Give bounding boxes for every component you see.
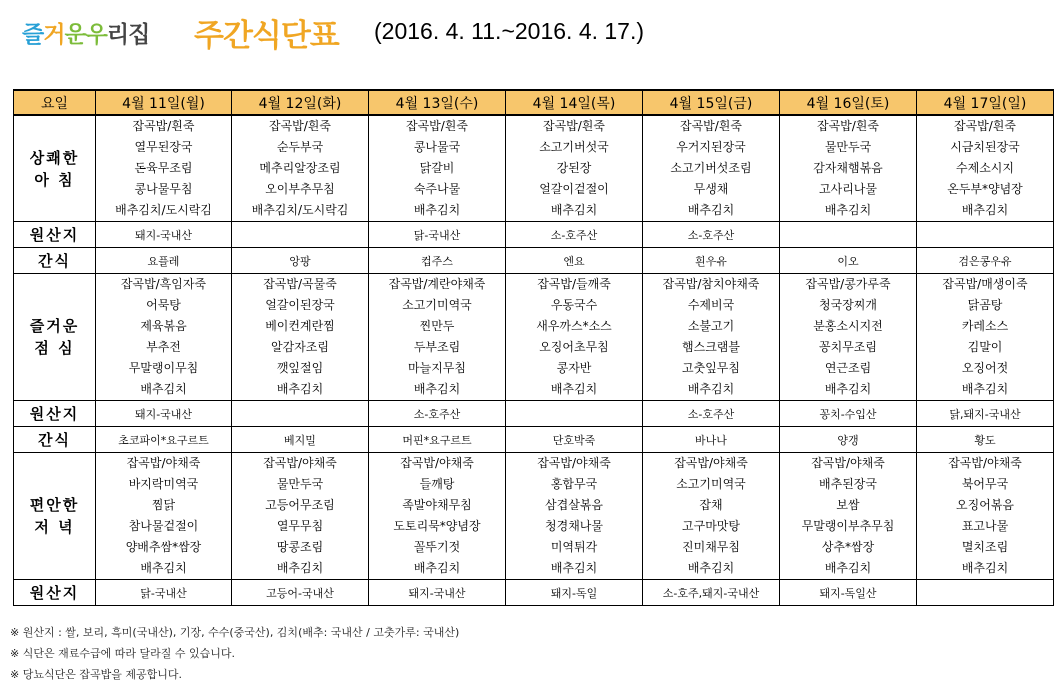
weekly-menu-table <box>13 89 1054 606</box>
dinner-menu-cell <box>917 453 1054 580</box>
snack-label: 간식 <box>14 248 96 274</box>
menu-item: 제육볶음 <box>140 319 187 333</box>
menu-item: 배추김치/도시락김 <box>251 203 349 217</box>
dinner-label-line1: 편안한 <box>29 496 80 514</box>
menu-item: 콩자반 <box>556 361 592 375</box>
menu-item: 수제소시지 <box>956 161 1014 175</box>
snack-row <box>14 427 1054 453</box>
menu-item: 열무무침 <box>276 519 324 533</box>
menu-item: 잡곡밥/흰죽 <box>816 119 879 133</box>
origin-cell: 소-호주산 <box>643 222 780 248</box>
menu-item: 오징어젓 <box>961 361 1009 375</box>
menu-item: 두부조림 <box>413 340 461 354</box>
day-header: 4월 11일(월) <box>96 90 232 115</box>
menu-item: 잡곡밥/매생이죽 <box>942 277 1028 291</box>
breakfast-menu-cell <box>506 115 643 222</box>
menu-item: 배추김치/도시락김 <box>115 203 212 217</box>
origin-cell: 고등어-국내산 <box>232 580 369 606</box>
lunch-menu-cell <box>96 274 232 401</box>
menu-item: 땅콩조림 <box>276 540 324 554</box>
brand-letter: 우 <box>85 22 107 48</box>
menu-item: 분홍소시지전 <box>813 319 883 333</box>
menu-item: 카레소스 <box>961 319 1009 333</box>
menu-item: 숙주나물 <box>413 182 461 196</box>
menu-item: 배추김치 <box>824 203 872 217</box>
origin-cell <box>232 222 369 248</box>
menu-item: 소불고기 <box>687 319 735 333</box>
menu-item: 멸치조림 <box>961 540 1009 554</box>
menu-item: 잡곡밥/야채죽 <box>537 456 611 470</box>
menu-item: 잡곡밥/흰죽 <box>953 119 1016 133</box>
lunch-label-line1: 즐거운 <box>29 317 80 335</box>
origin-cell: 소-호주산 <box>643 401 780 427</box>
dinner-label-line2: 저 녁 <box>34 518 75 536</box>
menu-item: 배추김치 <box>413 203 461 217</box>
menu-item: 배추김치 <box>824 561 872 575</box>
menu-item: 꽁치무조림 <box>819 340 877 354</box>
snack-cell: 황도 <box>917 427 1054 453</box>
menu-item: 오징어볶음 <box>956 498 1014 512</box>
menu-item: 깻잎절임 <box>276 361 324 375</box>
snack-cell: 베지밀 <box>232 427 369 453</box>
origin-cell: 소-호주,돼지-국내산 <box>643 580 780 606</box>
menu-item: 배추된장국 <box>819 477 877 491</box>
origin-cell: 닭-국내산 <box>96 580 232 606</box>
footnote-supply: ※ 식단은 재료수급에 따라 달라질 수 있습니다. <box>10 647 235 660</box>
menu-item: 시금치된장국 <box>950 140 1020 154</box>
snack-cell: 바나나 <box>643 427 780 453</box>
menu-item: 청경채나물 <box>545 519 603 533</box>
menu-item: 배추김치 <box>687 382 735 396</box>
menu-item: 잡곡밥/흰죽 <box>268 119 331 133</box>
menu-item: 잡곡밥/들깨죽 <box>537 277 611 291</box>
dinner-menu-cell <box>643 453 780 580</box>
menu-period: (2016. 4. 11.~2016. 4. 17.) <box>374 18 645 44</box>
origin-cell: 돼지-독일 <box>506 580 643 606</box>
menu-item: 잡곡밥/계란야채죽 <box>388 277 486 291</box>
footnotes <box>10 622 459 685</box>
menu-item: 배추김치 <box>276 561 324 575</box>
dinner-label <box>14 453 96 580</box>
menu-item: 잡곡밥/흰죽 <box>132 119 195 133</box>
origin-label: 원산지 <box>14 580 96 606</box>
menu-item: 잡곡밥/콩가루죽 <box>805 277 891 291</box>
menu-item: 베이컨계란찜 <box>265 319 335 333</box>
menu-item: 찐만두 <box>419 319 455 333</box>
origin-label: 원산지 <box>14 222 96 248</box>
snack-cell: 앙팡 <box>232 248 369 274</box>
page-header <box>22 8 1042 54</box>
menu-item: 배추김치 <box>961 382 1009 396</box>
menu-item: 온두부*양념장 <box>947 182 1023 196</box>
snack-cell: 양갱 <box>780 427 917 453</box>
origin-cell <box>780 222 917 248</box>
menu-item: 무말랭이무침 <box>128 361 199 375</box>
menu-item: 배추김치 <box>140 382 187 396</box>
dinner-row <box>14 453 1054 580</box>
menu-item: 잡곡밥/야채죽 <box>674 456 748 470</box>
menu-item: 배추김치 <box>550 203 598 217</box>
menu-item: 어묵탕 <box>146 298 181 312</box>
snack-cell: 이오 <box>780 248 917 274</box>
menu-item: 배추김치 <box>550 561 598 575</box>
menu-item: 북어무국 <box>961 477 1009 491</box>
dinner-menu-cell <box>232 453 369 580</box>
menu-item: 닭갈비 <box>419 161 455 175</box>
snack-cell: 초코파이*요구르트 <box>96 427 232 453</box>
dinner-menu-cell <box>506 453 643 580</box>
menu-item: 잡곡밥/야채죽 <box>263 456 337 470</box>
origin-cell <box>506 401 643 427</box>
menu-item: 연근조림 <box>824 361 872 375</box>
menu-item: 고등어무조림 <box>265 498 335 512</box>
origin-cell: 돼지-독일산 <box>780 580 917 606</box>
breakfast-menu-cell <box>643 115 780 222</box>
snack-cell: 검은콩우유 <box>917 248 1054 274</box>
brand-letter: 즐 <box>22 22 44 48</box>
menu-item: 잡곡밥/야채죽 <box>400 456 474 470</box>
origin-cell <box>232 401 369 427</box>
menu-item: 콩나물무침 <box>134 182 193 196</box>
snack-cell: 엔요 <box>506 248 643 274</box>
day-header: 4월 12일(화) <box>232 90 369 115</box>
menu-item: 잡곡밥/흑임자죽 <box>120 277 207 291</box>
menu-item: 찜닭 <box>151 498 176 512</box>
snack-row <box>14 248 1054 274</box>
breakfast-row <box>14 115 1054 222</box>
menu-item: 순두부국 <box>276 140 324 154</box>
breakfast-label-line1: 상쾌한 <box>29 148 80 167</box>
menu-item: 잡곡밥/흰죽 <box>542 119 605 133</box>
menu-item: 배추김치 <box>824 382 872 396</box>
origin-cell: 소-호주산 <box>369 401 506 427</box>
menu-item: 돈육무조림 <box>134 161 193 175</box>
lunch-menu-cell <box>232 274 369 401</box>
menu-item: 오징어초무침 <box>539 340 609 354</box>
dinner-menu-cell <box>96 453 232 580</box>
menu-item: 소고기미역국 <box>676 477 746 491</box>
day-header: 4월 15일(금) <box>643 90 780 115</box>
menu-item: 잡곡밥/흰죽 <box>679 119 742 133</box>
menu-item: 배추김치 <box>687 561 735 575</box>
brand-logo <box>22 16 149 49</box>
menu-item: 청국장찌개 <box>819 298 877 312</box>
menu-item: 우동국수 <box>550 298 598 312</box>
menu-item: 콩나물국 <box>413 140 461 154</box>
brand-letter: 거 <box>43 22 65 48</box>
menu-item: 마늘지무침 <box>408 361 466 375</box>
origin-row <box>14 580 1054 606</box>
menu-item: 수제비국 <box>687 298 735 312</box>
brand-letter: 집 <box>128 22 150 48</box>
menu-item: 족발야채무침 <box>402 498 472 512</box>
breakfast-menu-cell <box>917 115 1054 222</box>
menu-item: 물만두국 <box>276 477 324 491</box>
origin-cell <box>917 222 1054 248</box>
lunch-menu-cell <box>506 274 643 401</box>
menu-item: 소고기미역국 <box>402 298 472 312</box>
day-header: 4월 14일(목) <box>506 90 643 115</box>
menu-item: 알감자조림 <box>271 340 329 354</box>
menu-item: 새우까스*소스 <box>536 319 612 333</box>
header-row <box>14 90 1054 115</box>
menu-item: 배추김치 <box>550 382 598 396</box>
menu-item: 배추김치 <box>961 203 1009 217</box>
footnote-diabetic: ※ 당뇨식단은 잡곡밥을 제공합니다. <box>10 668 182 681</box>
menu-item: 물만두국 <box>824 140 872 154</box>
origin-cell: 소-호주산 <box>506 222 643 248</box>
origin-cell: 돼지-국내산 <box>369 580 506 606</box>
menu-item: 감자채햄볶음 <box>813 161 883 175</box>
menu-item: 잡곡밥/야채죽 <box>948 456 1022 470</box>
menu-item: 소고기버섯국 <box>539 140 609 154</box>
menu-item: 잡곡밥/참치야채죽 <box>662 277 760 291</box>
menu-item: 햄스크램블 <box>682 340 740 354</box>
origin-cell: 돼지-국내산 <box>96 222 232 248</box>
origin-cell: 꽁치-수입산 <box>780 401 917 427</box>
origin-cell: 닭-국내산 <box>369 222 506 248</box>
brand-letter: 운 <box>64 22 86 48</box>
menu-item: 메추리알장조림 <box>259 161 341 175</box>
snack-label: 간식 <box>14 427 96 453</box>
menu-item: 보쌈 <box>836 498 860 512</box>
menu-item: 잡채 <box>699 498 723 512</box>
lunch-menu-cell <box>369 274 506 401</box>
lunch-menu-cell <box>780 274 917 401</box>
menu-item: 얼갈이겉절이 <box>539 182 609 196</box>
footnote-origin: ※ 원산지 : 쌀, 보리, 흑미(국내산), 기장, 수수(중국산), 김치(배추: 국내산 / 고춧가루: 국내산) <box>10 626 460 639</box>
menu-item: 배추김치 <box>413 382 461 396</box>
menu-item: 배추김치 <box>687 203 735 217</box>
breakfast-menu-cell <box>369 115 506 222</box>
snack-cell: 머핀*요구르트 <box>369 427 506 453</box>
day-header: 4월 17일(일) <box>917 90 1054 115</box>
day-header: 4월 16일(토) <box>780 90 917 115</box>
menu-item: 부추전 <box>146 340 181 354</box>
lunch-label <box>14 274 96 401</box>
brand-letter: 리 <box>106 22 129 48</box>
menu-item: 잡곡밥/야채죽 <box>811 456 885 470</box>
menu-item: 도토리묵*양념장 <box>393 519 481 533</box>
menu-item: 배추김치 <box>413 561 461 575</box>
menu-item: 우거지된장국 <box>676 140 746 154</box>
origin-cell: 돼지-국내산 <box>96 401 232 427</box>
snack-cell: 흰우유 <box>643 248 780 274</box>
dinner-menu-cell <box>780 453 917 580</box>
menu-item: 상추*쌈장 <box>821 540 875 554</box>
day-header: 4월 13일(수) <box>369 90 506 115</box>
page-title: 주간식단표 <box>194 18 339 54</box>
lunch-menu-cell <box>643 274 780 401</box>
menu-item: 삼겹살볶음 <box>545 498 603 512</box>
origin-row <box>14 222 1054 248</box>
menu-item: 표고나물 <box>961 519 1009 533</box>
menu-item: 배추김치 <box>140 561 187 575</box>
menu-item: 들깨탕 <box>419 477 455 491</box>
menu-item: 잡곡밥/흰죽 <box>405 119 468 133</box>
dinner-menu-cell <box>369 453 506 580</box>
menu-item: 닭곰탕 <box>967 298 1003 312</box>
menu-item: 무말랭이부추무침 <box>801 519 895 533</box>
lunch-menu-cell <box>917 274 1054 401</box>
breakfast-menu-cell <box>780 115 917 222</box>
snack-cell: 컵주스 <box>369 248 506 274</box>
menu-item: 미역튀각 <box>550 540 598 554</box>
menu-item: 김말이 <box>967 340 1003 354</box>
menu-item: 홍합무국 <box>550 477 598 491</box>
menu-item: 고춧잎무침 <box>682 361 740 375</box>
breakfast-label <box>14 115 96 222</box>
menu-item: 열무된장국 <box>134 140 193 154</box>
lunch-row <box>14 274 1054 401</box>
snack-cell: 요플레 <box>96 248 232 274</box>
menu-item: 배추김치 <box>961 561 1009 575</box>
breakfast-menu-cell <box>96 115 232 222</box>
origin-row <box>14 401 1054 427</box>
menu-item: 소고기버섯조림 <box>670 161 752 175</box>
lunch-label-line2: 점 심 <box>34 339 75 357</box>
menu-item: 무생채 <box>693 182 729 196</box>
menu-item: 배추김치 <box>276 382 324 396</box>
weekday-header: 요일 <box>14 90 96 115</box>
menu-item: 꼴뚜기젓 <box>413 540 461 554</box>
menu-item: 잡곡밥/곡물죽 <box>263 277 337 291</box>
menu-item: 오이부추무침 <box>265 182 335 196</box>
snack-cell: 단호박죽 <box>506 427 643 453</box>
menu-item: 참나물겉절이 <box>128 519 199 533</box>
menu-item: 잡곡밥/야채죽 <box>126 456 201 470</box>
menu-item: 진미채무침 <box>682 540 740 554</box>
breakfast-menu-cell <box>232 115 369 222</box>
breakfast-label-line2: 아 침 <box>34 170 75 189</box>
menu-item: 얼갈이된장국 <box>265 298 335 312</box>
menu-item: 고구마맛탕 <box>682 519 740 533</box>
menu-item: 양배추쌈*쌈장 <box>125 540 202 554</box>
menu-item: 바지락미역국 <box>128 477 199 491</box>
menu-item: 강된장 <box>556 161 592 175</box>
origin-cell <box>917 580 1054 606</box>
menu-item: 고사리나물 <box>819 182 877 196</box>
origin-label: 원산지 <box>14 401 96 427</box>
origin-cell: 닭,돼지-국내산 <box>917 401 1054 427</box>
